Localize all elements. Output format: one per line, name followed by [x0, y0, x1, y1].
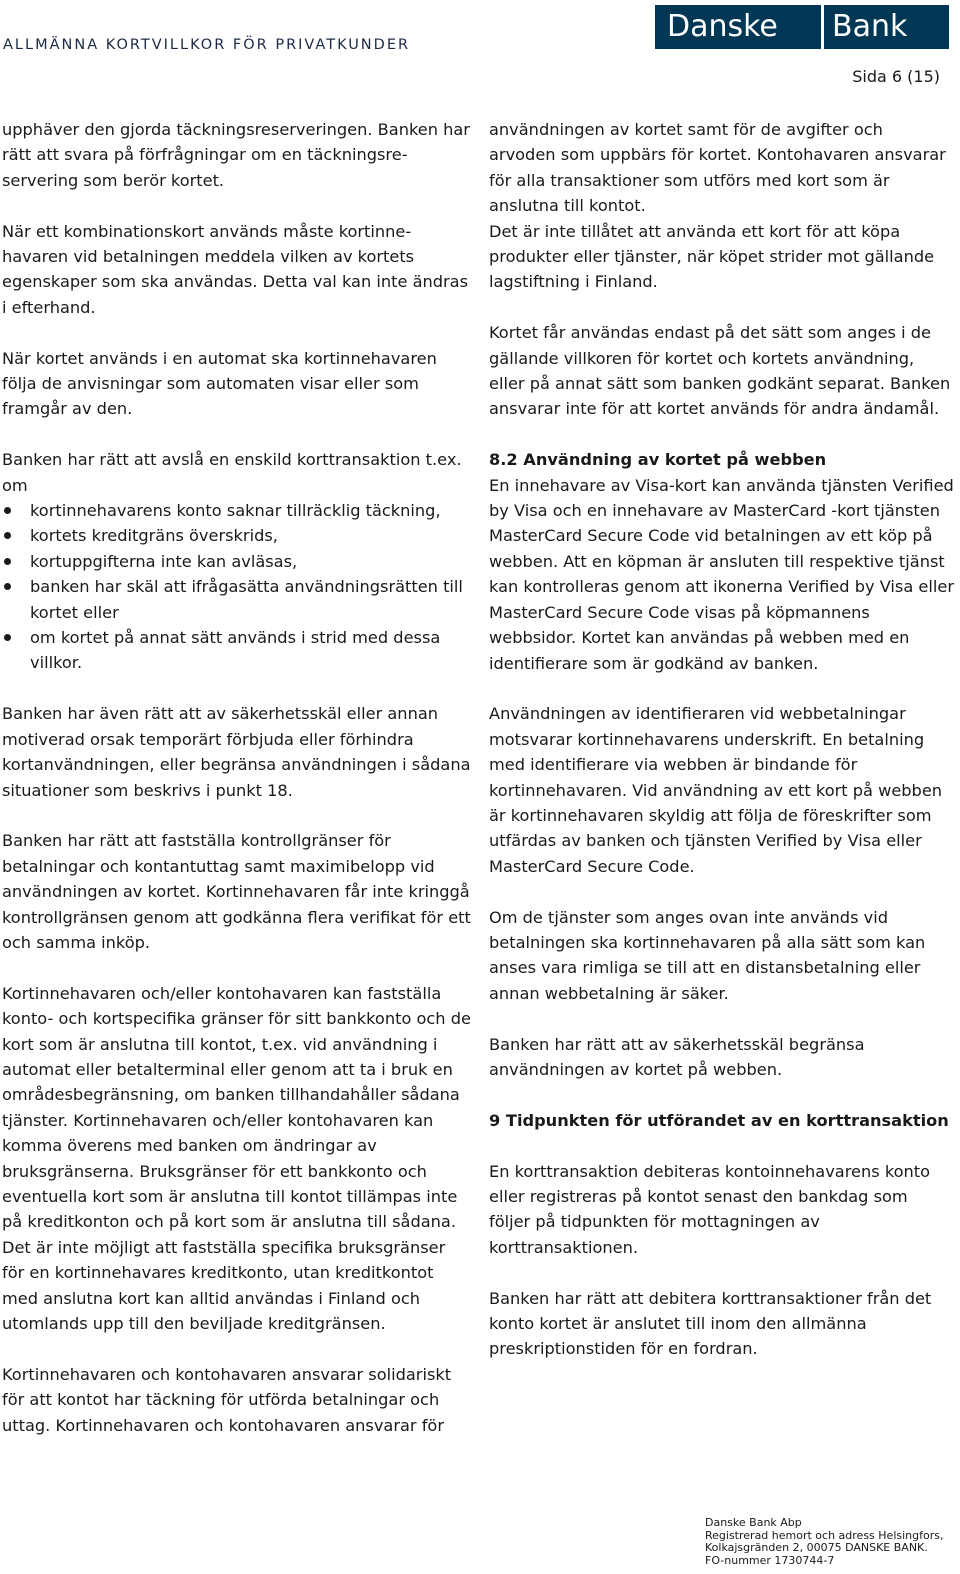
paragraph: När ett kombinationskort används måste kortinne-havaren vid betalningen meddela vilken av kortets egenskaper som ska användas. Detta val kan inte ändras i efterhand. — [2, 221, 469, 317]
paragraph: Kortinnehavaren och kontohavaren ansvarar solidariskt för att kontot har täckning för utförda betalningar och uttag. Kortinnehavaren och kontohavaren ansvarar för — [2, 1364, 452, 1435]
footer-address — [705, 1517, 943, 1567]
list-item: kortets kreditgräns överskrids, — [2, 523, 472, 548]
paragraph: upphäver den gjorda täckningsreserveringen. Banken har rätt att svara på förfrågningar om en täckningsre-servering som berör kortet. — [2, 120, 470, 190]
paragraph: Om de tjänster som anges ovan inte används vid betalningen ska kortinnehavaren på alla sätt som kan anses vara rimliga se till att en distansbetalning eller annan webbetalning är säker. — [489, 907, 926, 1003]
paragraph: Banken har rätt att debitera korttransaktioner från det konto kortet är anslutet till inom den allmänna preskriptionstiden för en fordran. — [489, 1288, 932, 1359]
paragraph: Banken har rätt att avslå en enskild korttransaktion t.ex. om — [2, 450, 462, 495]
paragraph: Användningen av identifieraren vid webbetalningar motsvarar kortinnehavarens underskrift. En betalning med identifierare via webben är bindande för kortinnehavaren. Vid användning av ett kort på webben är kortinnehavaren skyldig att följa de föreskrifter som utfärdas av banken och tjänsten Verified by Visa eller MasterCard Secure Code. — [489, 704, 943, 876]
paragraph: När kortet används i en automat ska kortinnehavaren följa de anvisningar som automaten visar eller som framgår av den. — [2, 348, 437, 419]
section-heading-9: 9 Tidpunkten för utförandet av en korttransaktion — [489, 1110, 949, 1130]
paragraph: Kortet får användas endast på det sätt som anges i de gällande villkoren för kortet och kortets användning, eller på annat sätt som banken godkänt separat. Banken ansvarar inte för att kortet används för andra ändamål. — [489, 323, 951, 419]
logo-word-danske: Danske — [667, 9, 778, 44]
section-heading-8-2: 8.2 Användning av kortet på webben — [489, 450, 827, 470]
list-item: kortinnehavarens konto saknar tillräcklig täckning, — [2, 498, 472, 523]
right-column — [489, 117, 954, 1362]
footer-line: Registrerad hemort och adress Helsingfors, — [705, 1528, 944, 1542]
list-item: banken har skäl att ifrågasätta användningsrätten till kortet eller — [2, 574, 472, 625]
footer-line: Kolkajsgränden 2, 00075 DANSKE BANK. — [705, 1541, 928, 1554]
page-number: Sida 6 (15) — [852, 67, 940, 86]
paragraph: Banken har även rätt att av säkerhetsskäl eller annan motiverad orsak temporärt förbjuda eller förhindra kortanvändningen, eller begränsa användningen i sådana situationer som beskrivs i punkt 18. — [2, 704, 471, 800]
list-item: om kortet på annat sätt används i strid med dessa villkor. — [2, 625, 472, 676]
footer-line: FO-nummer 1730744-7 — [705, 1553, 835, 1567]
paragraph: En innehavare av Visa-kort kan använda tjänsten Verified by Visa och en innehavare av MasterCard -kort tjänsten MasterCard Secure Code vid betalningen av ett köp på webben. Att en köpman är ansluten till respektive tjänst kan kontrolleras genom att ikonerna Verified by Visa eller MasterCard Secure Code visas på köpmannens webbsidor. Kortet kan användas på webben med en identifierare som är godkänd av banken. — [489, 475, 955, 673]
paragraph: användningen av kortet samt för de avgifter och arvoden som uppbärs för kortet. Kontohavaren ansvarar för alla transaktioner som utförs med kort som är anslutna till kontot. — [489, 120, 946, 216]
logo-word-bank: Bank — [832, 9, 908, 44]
footer-line: Danske Bank Abp — [705, 1516, 802, 1529]
danske-bank-logo — [655, 5, 949, 49]
paragraph: En korttransaktion debiteras kontoinnehavarens konto eller registreras på kontot senast den bankdag som följer på tidpunkten för mottagningen av korttransaktionen. — [489, 1161, 931, 1257]
left-column — [2, 117, 472, 1438]
paragraph: Banken har rätt att fastställa kontrollgränser för betalningar och kontantuttag samt maximibelopp vid användningen av kortet. Kortinnehavaren får inte kringgå kontrollgränsen genom att godkänna flera verifikat för ett och samma inköp. — [2, 831, 471, 952]
paragraph: Banken har rätt att av säkerhetsskäl begränsa användningen av kortet på webben. — [489, 1034, 865, 1079]
paragraph: Det är inte tillåtet att använda ett kort för att köpa produkter eller tjänster, när köpet strider mot gällande lagstiftning i Finland. — [489, 221, 935, 292]
paragraph: Kortinnehavaren och/eller kontohavaren kan fastställa konto- och kortspecifika gränser för sitt bankkonto och de kort som är anslutna till kontot, t.ex. vid användning i automat eller betalterminal eller genom att ta i bruk en områdesbegränsning, om banken tillhandahåller sådana tjänster. Kortinnehavaren och/eller kontohavaren kan komma överens med banken om ändringar av bruksgränserna. Bruksgränser för ett bankkonto och eventuella kort som är anslutna till kontot tillämpas inte på kreditkonton och på kort som är anslutna till sådana. Det är inte möjligt att fastställa specifika bruksgränser för en kortinnehavares kreditkonto, utan kreditkontot med anslutna kort kan alltid användas i Finland och utomlands upp till den beviljade kreditgränsen. — [2, 983, 471, 1333]
rejection-reasons-list — [2, 498, 472, 676]
list-item: kortuppgifterna inte kan avläsas, — [2, 549, 472, 574]
document-title: ALLMÄNNA KORTVILLKOR FÖR PRIVATKUNDER — [3, 37, 411, 53]
